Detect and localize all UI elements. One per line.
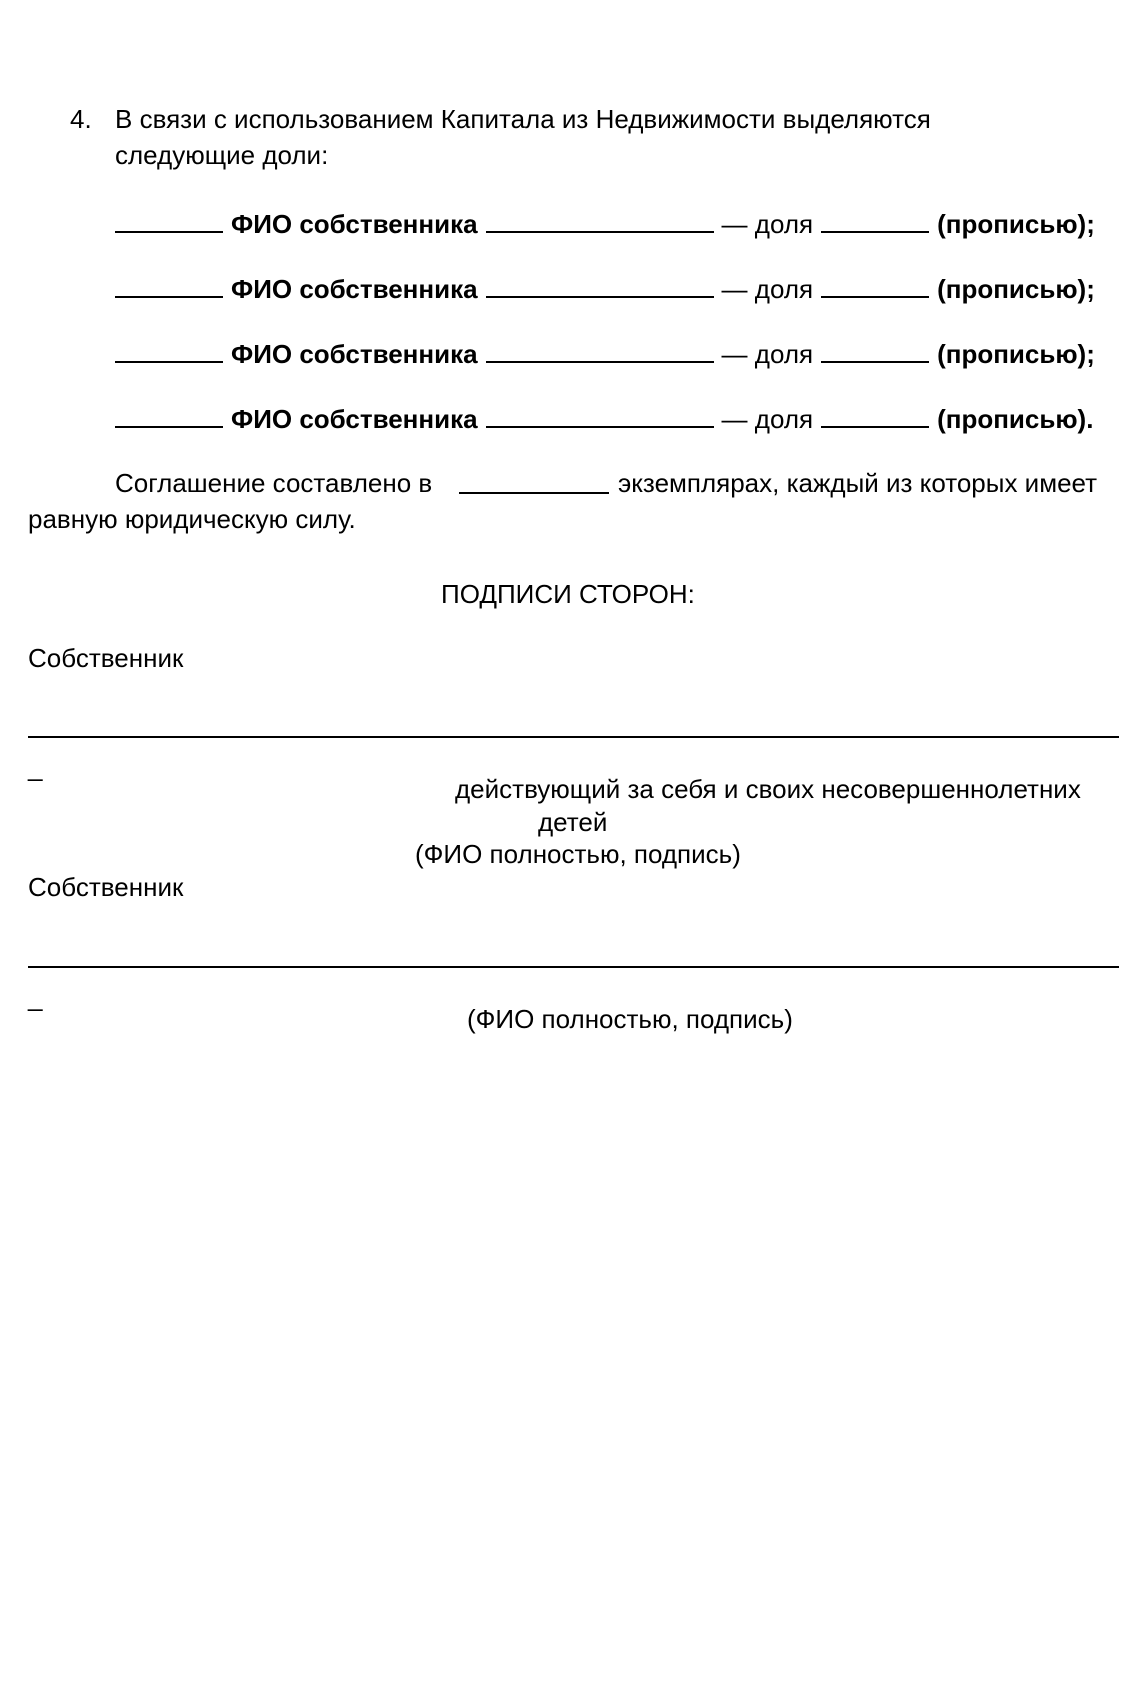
- share-row: [115, 205, 1110, 239]
- share-blank: [115, 335, 223, 363]
- share-dash-label: — доля: [721, 339, 814, 369]
- signature-caption: (ФИО полностью, подпись): [467, 1004, 793, 1034]
- share-value-blank: [821, 205, 929, 233]
- copies-count-blank: [459, 492, 609, 494]
- share-dash-label: — доля: [721, 209, 814, 239]
- share-value-blank: [821, 400, 929, 428]
- owner-name-blank: [486, 205, 714, 233]
- agreement-text-line2: равную юридическую силу.: [28, 504, 356, 534]
- share-dash-label: — доля: [721, 274, 814, 304]
- signature-line-tail: _: [28, 982, 43, 1012]
- signature-line: [28, 966, 1119, 968]
- share-words-label: (прописью);: [937, 209, 1095, 239]
- owner-name-blank: [486, 335, 714, 363]
- signature-line-tail: _: [28, 752, 43, 782]
- share-value-blank: [821, 270, 929, 298]
- agreement-text-end: экземплярах, каждый из которых имеет: [618, 468, 1098, 498]
- owner-name-blank: [486, 400, 714, 428]
- agreement-text-start: Соглашение составлено в: [115, 468, 433, 498]
- owner-name-label: ФИО собственника: [231, 209, 478, 239]
- owner-label: Собственник: [28, 643, 184, 673]
- signature-caption: (ФИО полностью, подпись): [415, 839, 741, 869]
- item-number: 4.: [70, 104, 92, 134]
- owner-name-label: ФИО собственника: [231, 274, 478, 304]
- share-words-label: (прописью);: [937, 339, 1095, 369]
- share-row: [115, 400, 1110, 434]
- owner-label: Собственник: [28, 872, 184, 902]
- acting-note-line1: действующий за себя и своих несовершеннолетних: [455, 774, 1081, 804]
- item-text-line2: следующие доли:: [115, 140, 329, 170]
- acting-note-line2: детей: [538, 807, 608, 837]
- share-words-label: (прописью);: [937, 274, 1095, 304]
- share-row: [115, 270, 1110, 304]
- share-words-label: (прописью).: [937, 404, 1094, 434]
- share-dash-label: — доля: [721, 404, 814, 434]
- share-value-blank: [821, 335, 929, 363]
- share-blank: [115, 205, 223, 233]
- signatures-title: ПОДПИСИ СТОРОН:: [441, 579, 695, 609]
- signature-line: [28, 736, 1119, 738]
- item-text-line1: В связи с использованием Капитала из Недвижимости выделяются: [115, 104, 931, 134]
- owner-name-label: ФИО собственника: [231, 404, 478, 434]
- owner-name-label: ФИО собственника: [231, 339, 478, 369]
- share-blank: [115, 270, 223, 298]
- share-blank: [115, 400, 223, 428]
- owner-name-blank: [486, 270, 714, 298]
- share-row: [115, 335, 1110, 369]
